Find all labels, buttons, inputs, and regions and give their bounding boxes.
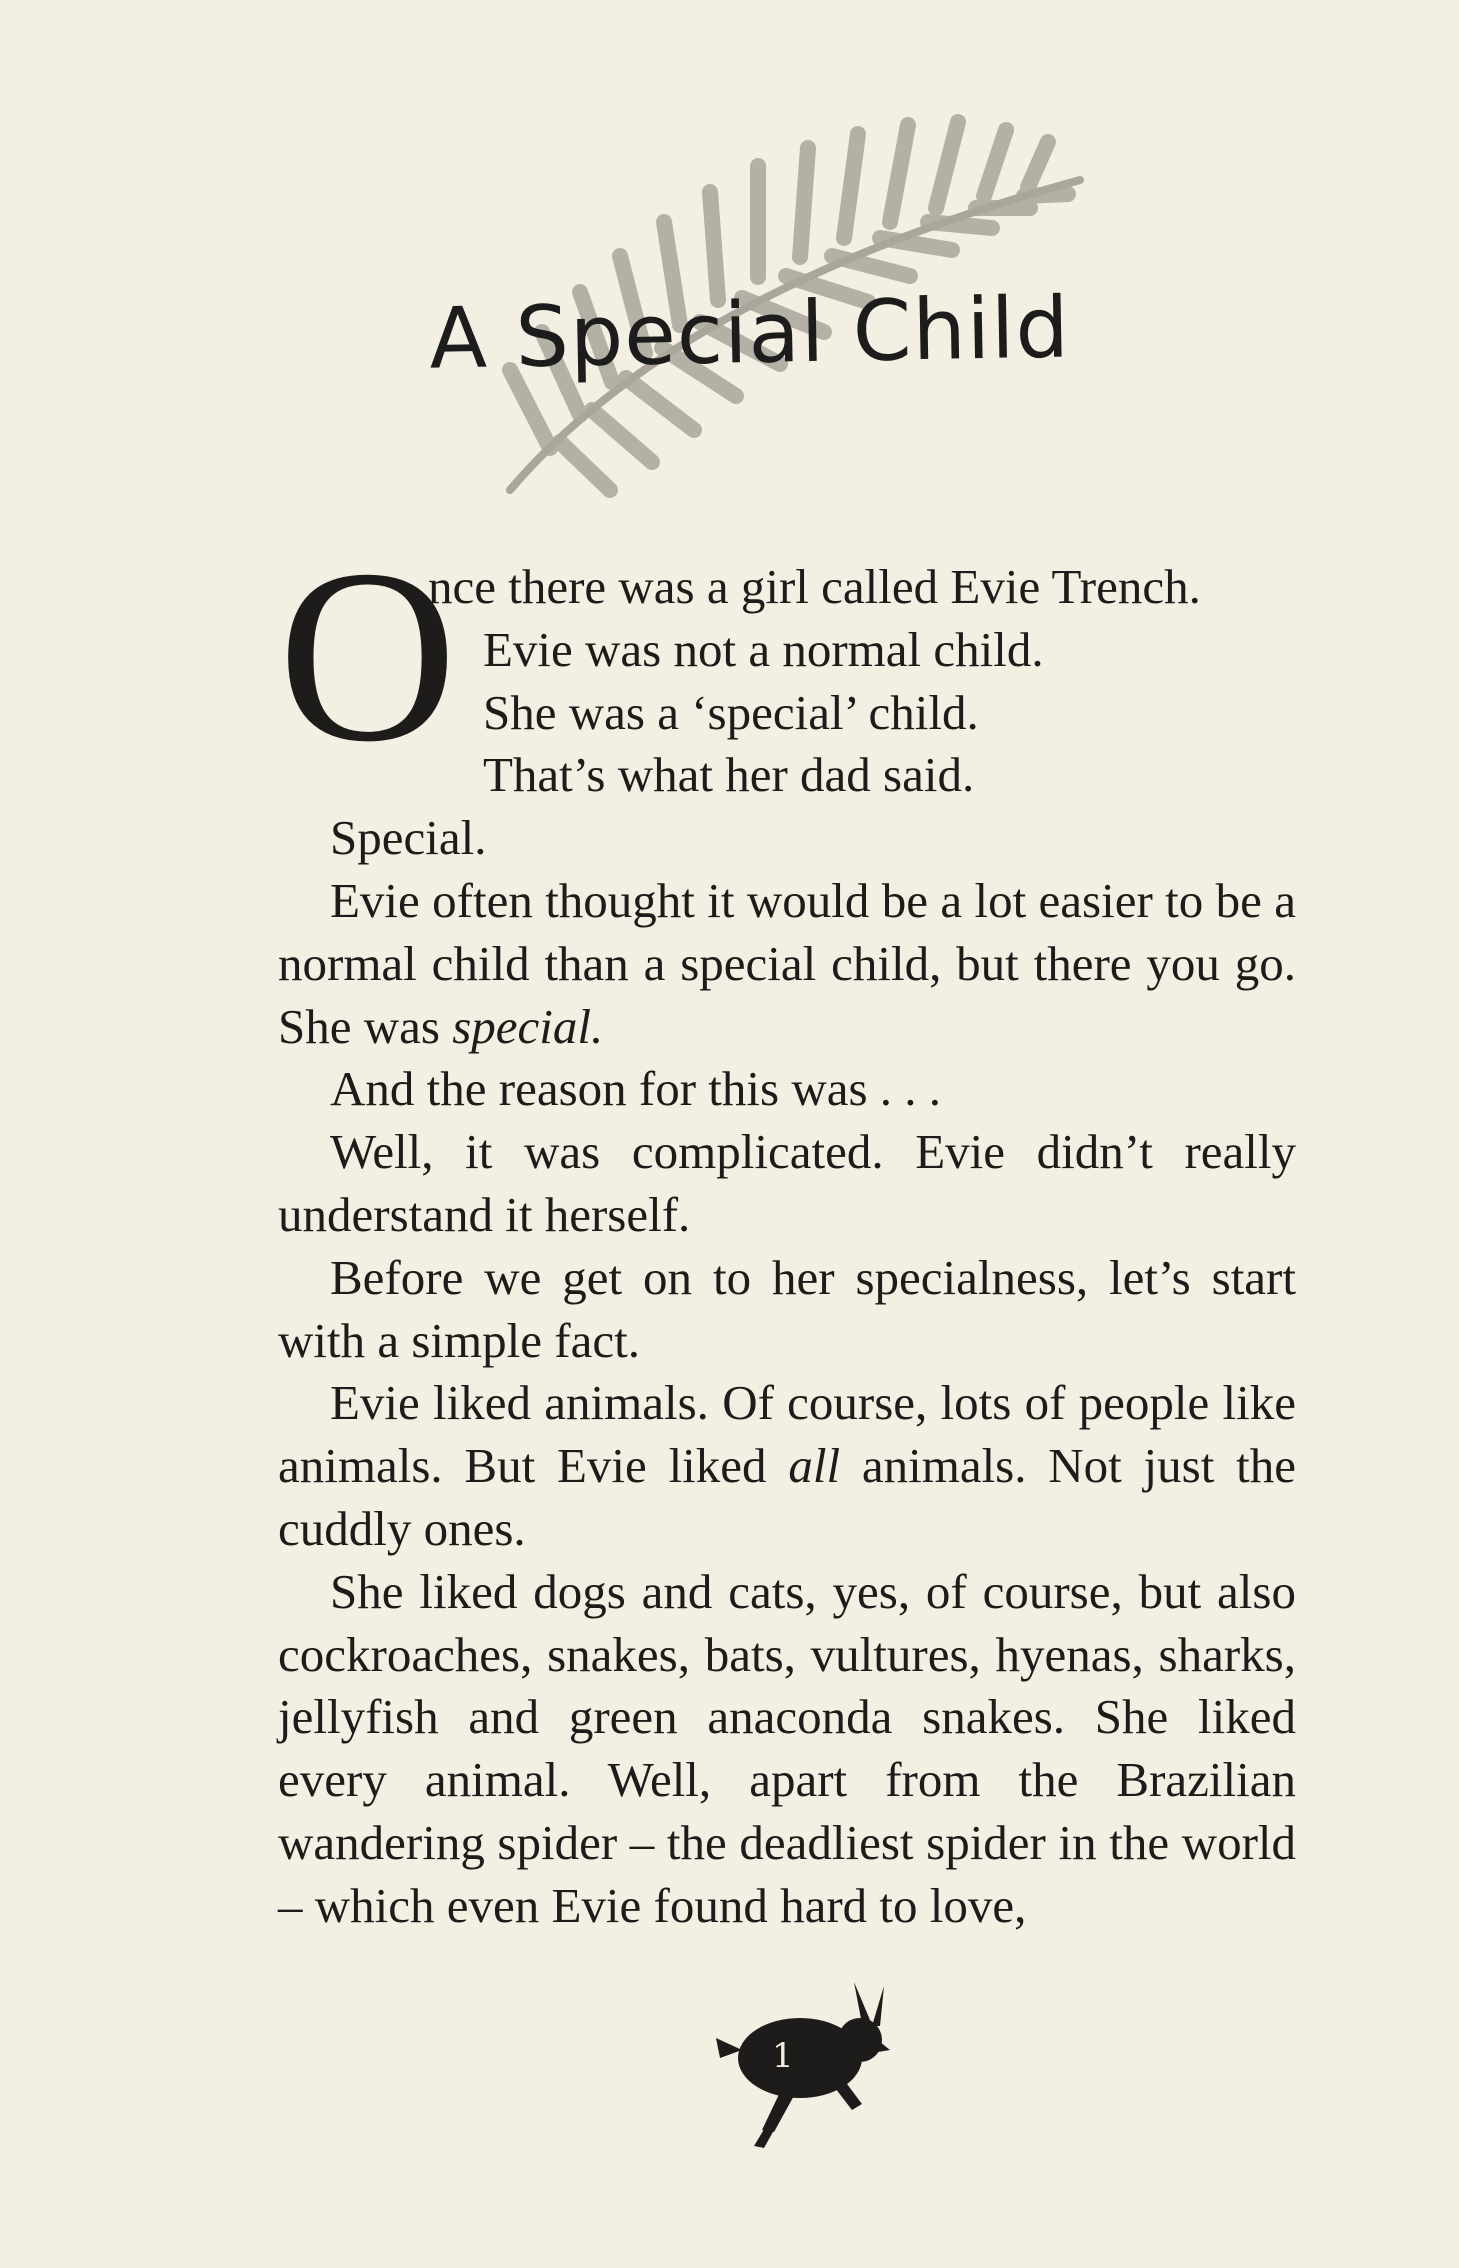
- paragraph-6-text-a: Evie liked animals. Of course, lots of people like animals. But Evie liked: [278, 1375, 1296, 1494]
- paragraph-7: She liked dogs and cats, yes, of course, but also cockroaches, snakes, bats, vultures, hyenas, sharks, jellyfish and green anaconda snakes. She liked every animal. Well, apart from the Brazilian wandering spider – the deadliest spider in the world – which even Evie found hard to love,: [278, 1563, 1296, 1933]
- paragraph-6-text-b: animals. Not just the cuddly ones.: [278, 1438, 1296, 1556]
- paragraph-6: [278, 1372, 1296, 1560]
- paragraph-2: [278, 870, 1296, 1058]
- opening-line-1: nce there was a girl called Evie Trench.: [428, 559, 1201, 614]
- paragraph-2-emphasis: special.: [452, 998, 604, 1054]
- body-text: [278, 556, 1296, 1938]
- paragraph-3: And the reason for this was . . .: [330, 1061, 942, 1117]
- opening-line-4: That’s what her dad said.: [483, 747, 975, 803]
- paragraph-1: Special.: [330, 810, 487, 866]
- page-number: 1: [772, 2036, 794, 2076]
- paragraph-2-text: Evie often thought it would be a lot easier to be a normal child than a special child, but there you go. She was: [278, 872, 1296, 1054]
- drop-cap: O: [278, 518, 458, 793]
- paragraph-5: Before we get on to her specialness, let’s start with a simple fact.: [278, 1249, 1296, 1368]
- running-hare-icon: [712, 1980, 892, 2150]
- paragraph-6-emphasis: all: [788, 1438, 841, 1494]
- opening-line-3: She was a ‘special’ child.: [483, 684, 979, 740]
- chapter-title: A Special Child: [428, 278, 1071, 388]
- opening-line-2: Evie was not a normal child.: [483, 621, 1044, 677]
- paragraph-4: Well, it was complicated. Evie didn’t really understand it herself.: [278, 1124, 1296, 1242]
